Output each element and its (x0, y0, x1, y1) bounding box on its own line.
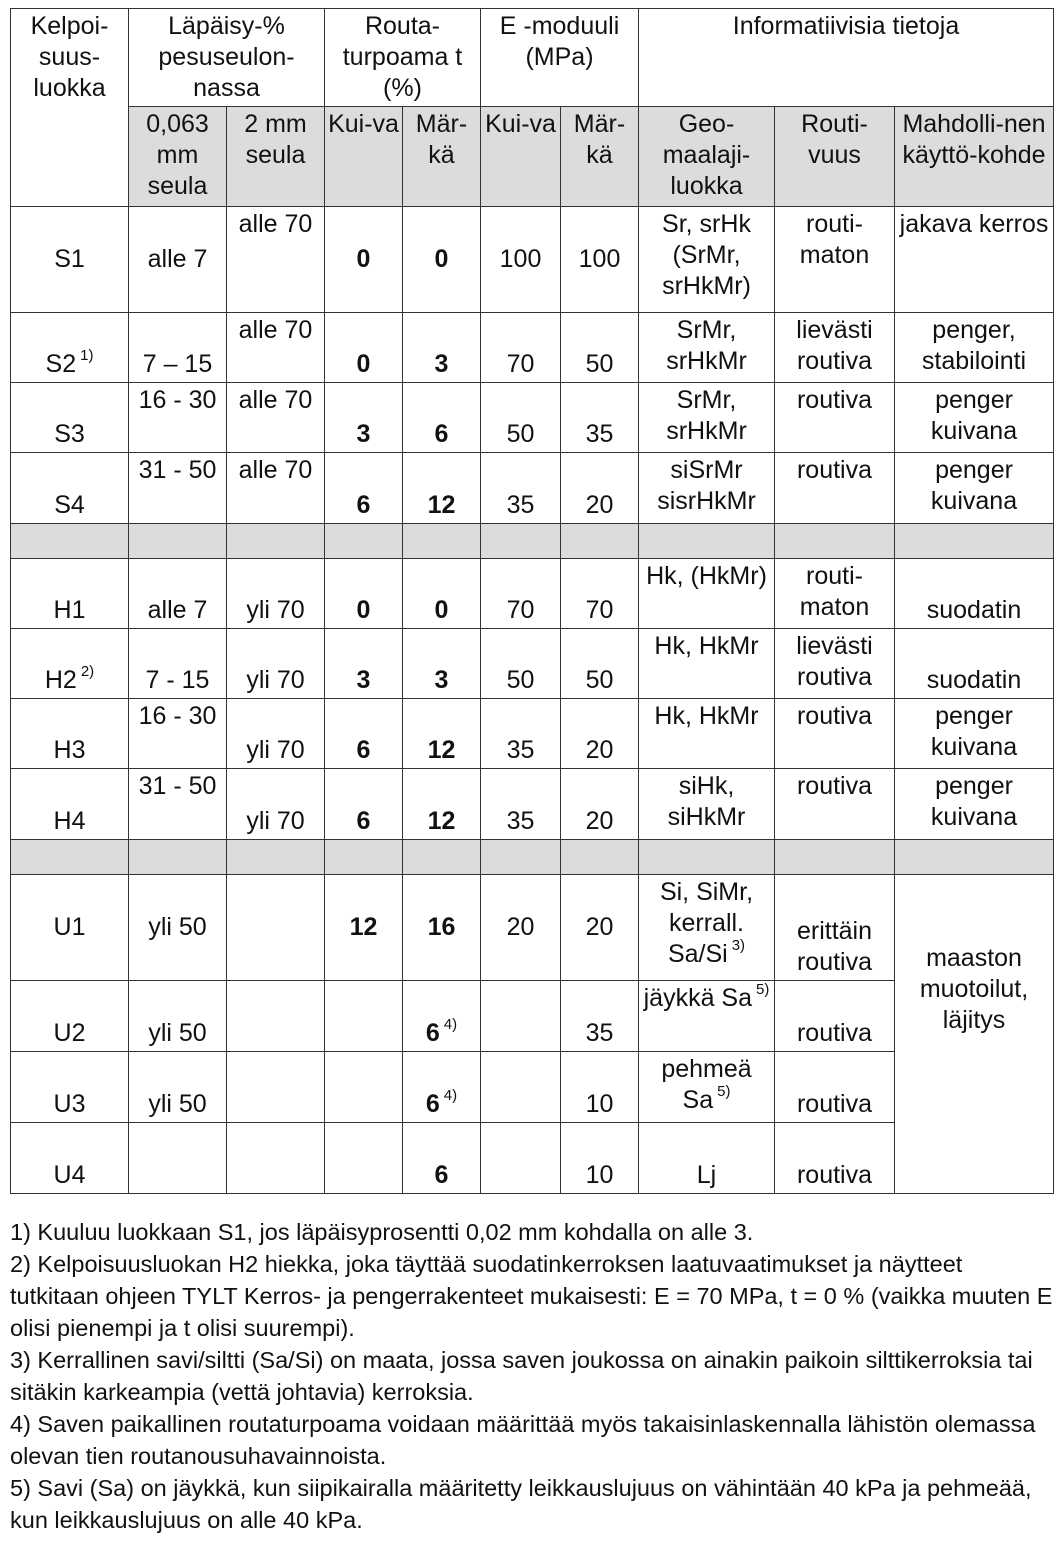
footnote-ref: 4) (443, 1016, 458, 1033)
class-cell: U2 (11, 981, 129, 1052)
class-cell: H1 (11, 559, 129, 629)
frost-susceptibility-cell: routiva (775, 383, 895, 453)
passing-0063-cell: alle 7 (129, 207, 227, 313)
subheader-sieve-2mm: 2 mm seula (227, 107, 325, 207)
passing-0063-cell: yli 50 (129, 1052, 227, 1123)
e-dry-cell (481, 1123, 561, 1194)
geo-class-cell: Sr, srHk (SrMr, srHkMr) (639, 207, 775, 313)
passing-2mm-cell: alle 70 (227, 383, 325, 453)
passing-2mm-cell: yli 70 (227, 699, 325, 769)
passing-2mm-cell (227, 875, 325, 981)
e-dry-cell: 50 (481, 383, 561, 453)
e-dry-cell: 35 (481, 769, 561, 840)
footnote-ref: 5) (717, 1083, 731, 1100)
possible-use-cell: penger kuivana (895, 699, 1054, 769)
geo-class-cell: Lj (639, 1123, 775, 1194)
frost-wet-cell: 16 (403, 875, 481, 981)
frost-susceptibility-cell: routi-maton (775, 207, 895, 313)
footnote-3: 3) Kerrallinen savi/siltti (Sa/Si) on maata, jossa saven joukossa on ainakin paikoin silttikerroksia tai sitäkin karkeampia (vettä johtavia) kerroksia. (10, 1347, 1033, 1405)
passing-0063-cell: 7 – 15 (129, 313, 227, 383)
e-dry-cell: 50 (481, 629, 561, 699)
e-dry-cell: 70 (481, 559, 561, 629)
footnote-ref: 5) (756, 981, 770, 998)
passing-0063-cell: 16 - 30 (129, 699, 227, 769)
e-wet-cell: 50 (561, 313, 639, 383)
subheader-frost-wet: Mär-kä (403, 107, 481, 207)
frost-wet-cell: 3 (403, 629, 481, 699)
geo-class-cell: Hk, HkMr (639, 629, 775, 699)
footnotes (10, 1216, 1054, 1536)
subheader-frost-dry: Kui-va (325, 107, 403, 207)
passing-2mm-cell: yli 70 (227, 559, 325, 629)
subheader-e-dry: Kui-va (481, 107, 561, 207)
frost-dry-cell: 6 (325, 769, 403, 840)
footnote-2: 2) Kelpoisuusluokan H2 hiekka, joka täyttää suodatinkerroksen laatuvaatimukset ja näytteet tutkitaan ohjeen TYLT Kerros- ja pengerrakenteet mukaisesti: E = 70 MPa, t = 0 % (vaikka muuten E olisi pienempi ja t olisi suurempi). (10, 1251, 1053, 1341)
subheader-frost-susceptibility: Routi-vuus (775, 107, 895, 207)
possible-use-cell: suodatin (895, 559, 1054, 629)
geo-class-text: pehmeä Sa (661, 1055, 752, 1114)
passing-0063-cell: 31 - 50 (129, 769, 227, 840)
footnote-4: 4) Saven paikallinen routaturpoama voidaan määrittää myös takaisinlaskennalla lähistön olemassa olevan tien routanousuhavainnoista. (10, 1411, 1036, 1469)
geo-class-text: Si, SiMr, kerrall. Sa/Si (659, 878, 754, 968)
frost-dry-cell (325, 1123, 403, 1194)
passing-0063-cell: 16 - 30 (129, 383, 227, 453)
frost-susceptibility-cell: lievästi routiva (775, 629, 895, 699)
frost-wet-cell (403, 1052, 481, 1123)
possible-use-cell: jakava kerros (895, 207, 1054, 313)
e-wet-cell: 20 (561, 769, 639, 840)
subheader-row (11, 107, 1054, 207)
e-dry-cell (481, 1052, 561, 1123)
frost-susceptibility-cell: erittäin routiva (775, 875, 895, 981)
geo-class-cell (639, 875, 775, 981)
passing-0063-cell: alle 7 (129, 559, 227, 629)
subheader-e-wet: Mär-kä (561, 107, 639, 207)
passing-2mm-cell (227, 981, 325, 1052)
table-row (11, 207, 1054, 313)
frost-dry-cell: 0 (325, 559, 403, 629)
group-separator (11, 840, 1054, 875)
class-cell (11, 629, 129, 699)
class-cell (11, 313, 129, 383)
frost-dry-cell: 12 (325, 875, 403, 981)
geo-class-cell: siSrMr sisrHkMr (639, 453, 775, 524)
subheader-possible-use: Mahdolli-nen käyttö-kohde (895, 107, 1054, 207)
passing-2mm-cell (227, 1123, 325, 1194)
frost-wet-cell: 6 (403, 383, 481, 453)
geo-class-cell: siHk, siHkMr (639, 769, 775, 840)
table-row (11, 383, 1054, 453)
passing-2mm-cell: yli 70 (227, 769, 325, 840)
class-label: H2 (44, 666, 77, 694)
passing-0063-cell: 7 - 15 (129, 629, 227, 699)
e-dry-cell (481, 981, 561, 1052)
class-cell: S1 (11, 207, 129, 313)
passing-2mm-cell: alle 70 (227, 313, 325, 383)
geo-class-cell: SrMr, srHkMr (639, 313, 775, 383)
e-dry-cell: 35 (481, 453, 561, 524)
table-row (11, 313, 1054, 383)
class-cell: H4 (11, 769, 129, 840)
header-class: Kelpoi-suus-luokka (11, 9, 129, 207)
e-wet-cell: 50 (561, 629, 639, 699)
e-wet-cell: 10 (561, 1123, 639, 1194)
header-e-modulus: E -moduuli (MPa) (481, 9, 639, 107)
frost-wet-value: 6 (425, 1090, 440, 1118)
e-dry-cell: 100 (481, 207, 561, 313)
frost-susceptibility-cell: routiva (775, 1052, 895, 1123)
possible-use-cell: penger kuivana (895, 769, 1054, 840)
header-row (11, 9, 1054, 107)
e-wet-cell: 70 (561, 559, 639, 629)
e-wet-cell: 10 (561, 1052, 639, 1123)
footnote-ref: 2) (80, 663, 95, 680)
frost-susceptibility-cell: routiva (775, 699, 895, 769)
e-dry-cell: 70 (481, 313, 561, 383)
frost-dry-cell: 3 (325, 383, 403, 453)
passing-0063-cell: yli 50 (129, 981, 227, 1052)
footnote-5: 5) Savi (Sa) on jäykkä, kun siipikairalla määritetty leikkauslujuus on vähintään 40 kPa ja pehmeää, kun leikkauslujuus on alle 40 kPa. (10, 1475, 1032, 1533)
table-row (11, 875, 1054, 981)
document (10, 8, 1054, 1536)
passing-2mm-cell: alle 70 (227, 453, 325, 524)
passing-2mm-cell: alle 70 (227, 207, 325, 313)
passing-2mm-cell (227, 1052, 325, 1123)
frost-wet-cell: 12 (403, 769, 481, 840)
header-frost-heave: Routa-turpoama t (%) (325, 9, 481, 107)
frost-dry-cell: 0 (325, 207, 403, 313)
subheader-sieve-0063: 0,063 mm seula (129, 107, 227, 207)
footnote-1: 1) Kuuluu luokkaan S1, jos läpäisyprosentti 0,02 mm kohdalla on alle 3. (10, 1219, 754, 1245)
frost-wet-value: 6 (425, 1019, 440, 1047)
suitability-class-table (10, 8, 1054, 1194)
frost-dry-cell: 3 (325, 629, 403, 699)
frost-wet-cell: 6 (403, 1123, 481, 1194)
passing-0063-cell (129, 1123, 227, 1194)
class-cell: U4 (11, 1123, 129, 1194)
class-cell: U3 (11, 1052, 129, 1123)
class-cell: U1 (11, 875, 129, 981)
frost-dry-cell (325, 981, 403, 1052)
frost-susceptibility-cell: routiva (775, 1123, 895, 1194)
geo-class-text: jäykkä Sa (643, 984, 753, 1012)
geo-class-cell (639, 1052, 775, 1123)
footnote-ref: 4) (443, 1087, 458, 1104)
frost-susceptibility-cell: routi-maton (775, 559, 895, 629)
possible-use-cell: penger kuivana (895, 453, 1054, 524)
possible-use-cell: maaston muotoilut, läjitys (895, 875, 1054, 1194)
geo-class-cell: Hk, HkMr (639, 699, 775, 769)
frost-wet-cell: 0 (403, 559, 481, 629)
passing-0063-cell: 31 - 50 (129, 453, 227, 524)
frost-dry-cell: 6 (325, 699, 403, 769)
table-row (11, 769, 1054, 840)
frost-susceptibility-cell: lievästi routiva (775, 313, 895, 383)
e-wet-cell: 20 (561, 875, 639, 981)
table-row (11, 453, 1054, 524)
e-dry-cell: 20 (481, 875, 561, 981)
frost-susceptibility-cell: routiva (775, 981, 895, 1052)
passing-0063-cell: yli 50 (129, 875, 227, 981)
frost-wet-cell (403, 981, 481, 1052)
frost-susceptibility-cell: routiva (775, 769, 895, 840)
frost-dry-cell (325, 1052, 403, 1123)
possible-use-cell: penger kuivana (895, 383, 1054, 453)
header-info: Informatiivisia tietoja (639, 9, 1054, 107)
header-passing: Läpäisy-% pesuseulon-nassa (129, 9, 325, 107)
frost-wet-cell: 0 (403, 207, 481, 313)
e-wet-cell: 20 (561, 453, 639, 524)
class-cell: S3 (11, 383, 129, 453)
class-label: S2 (45, 350, 77, 378)
table-row (11, 699, 1054, 769)
e-wet-cell: 35 (561, 383, 639, 453)
geo-class-cell: SrMr, srHkMr (639, 383, 775, 453)
class-cell: S4 (11, 453, 129, 524)
e-dry-cell: 35 (481, 699, 561, 769)
footnote-ref: 1) (80, 347, 94, 364)
table-row (11, 629, 1054, 699)
group-separator (11, 524, 1054, 559)
subheader-geo-class: Geo-maalaji-luokka (639, 107, 775, 207)
geo-class-cell (639, 981, 775, 1052)
frost-wet-cell: 12 (403, 699, 481, 769)
e-wet-cell: 100 (561, 207, 639, 313)
possible-use-cell: suodatin (895, 629, 1054, 699)
possible-use-cell: penger, stabilointi (895, 313, 1054, 383)
footnote-ref: 3) (731, 937, 746, 954)
class-cell: H3 (11, 699, 129, 769)
frost-dry-cell: 0 (325, 313, 403, 383)
passing-2mm-cell: yli 70 (227, 629, 325, 699)
table-row (11, 559, 1054, 629)
geo-class-cell: Hk, (HkMr) (639, 559, 775, 629)
frost-wet-cell: 3 (403, 313, 481, 383)
e-wet-cell: 20 (561, 699, 639, 769)
frost-dry-cell: 6 (325, 453, 403, 524)
frost-wet-cell: 12 (403, 453, 481, 524)
e-wet-cell: 35 (561, 981, 639, 1052)
frost-susceptibility-cell: routiva (775, 453, 895, 524)
